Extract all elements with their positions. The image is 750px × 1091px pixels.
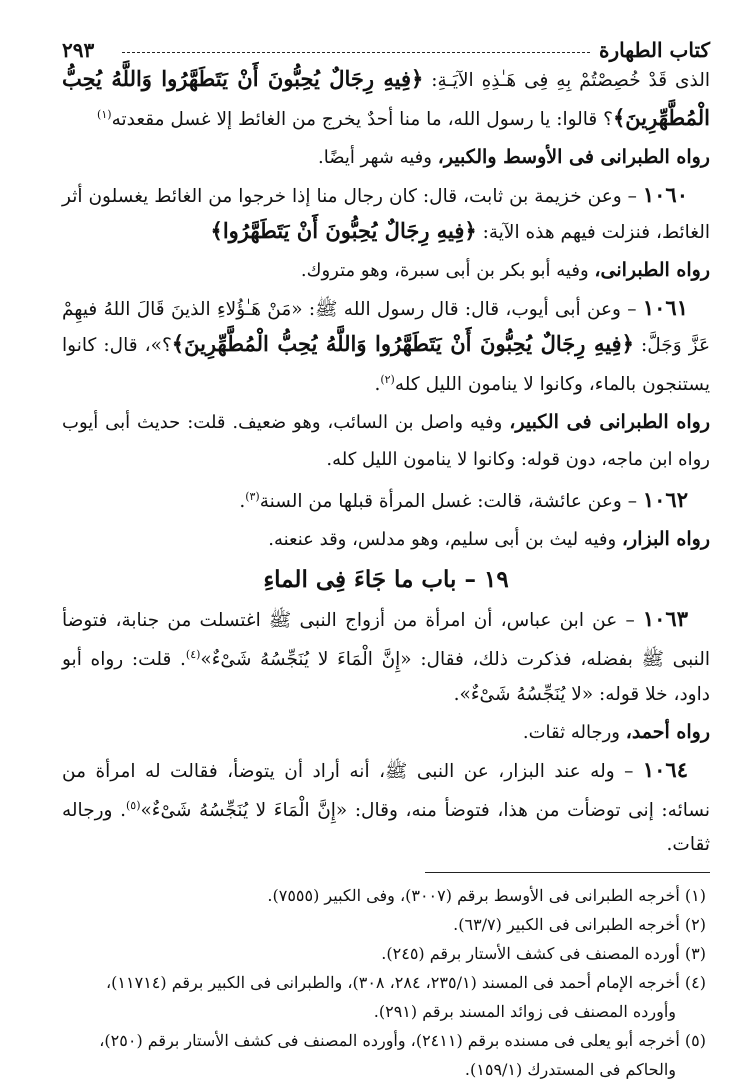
hadith-1061: ١٠٦١ – وعن أبى أيوب، قال: قال رسول الله ﷺ: «مَنْ هَـٰؤُلاءِ الذينَ قَالَ اللهُ فيهِمْ عَزَّ وَجَلَّ: ﴿فِيهِ رِجَالٌ يُحِبُّونَ أَنْ يَتَطَهَّرُوا وَاللَّهُ يُحِبُّ الْمُطَّهِّرِينَ﴾؟»، قال: كانوا يستنجون بالماء، وكانوا لا ينامون الليل كله$^{(٢)}$. — [62, 295, 710, 396]
text: – وعن أبى أيوب، قال: قال رسول الله ﷺ: «مَنْ هَـٰؤُلاءِ الذينَ قَالَ اللهُ فيهِمْ عَزَّ وَجَلَّ: — [62, 299, 710, 357]
footnote-divider — [425, 872, 710, 873]
page-number: ٢٩٣ — [62, 38, 95, 62]
paragraph-1 — [62, 62, 710, 137]
text: . قلت: رواه أبو داود، خلا قوله: «لا يُنَجِّسُهُ شَىْءٌ». — [62, 649, 710, 705]
footnote-ref: (٤) — [185, 648, 201, 662]
text: ؟»، قال: كانوا يستنجون بالماء، وكانوا لا ينامون الليل كله — [62, 335, 710, 396]
footnote-ref: (١) — [97, 108, 112, 121]
footnote-ref: (٢) — [380, 373, 395, 387]
hadith-number: ١٠٦٣ — [642, 606, 688, 632]
source-note — [62, 139, 710, 176]
quran-verse: ﴿فِيهِ رِجَالٌ يُحِبُّونَ أَنْ يَتَطَهَّرُوا﴾ — [210, 218, 477, 244]
source-bold: رواه البزار، — [621, 528, 710, 551]
text: – عن ابن عباس، أن امرأة من أزواج النبى ﷺ اغتسلت من جنابة، فتوضأ النبى ﷺ بفضله، فذكرت ذلك، فقال: «إِنَّ الْمَاءَ لا يُنَجِّسُهُ شَىْءٌ» — [62, 610, 711, 671]
hadith-1063 — [62, 602, 710, 711]
hadith-number: ١٠٦٢ — [642, 487, 688, 513]
chapter-title: ١٩ – باب ما جَاءَ فِى الماءِ — [263, 566, 509, 594]
footnote-1: (١) أخرجه الطبرانى فى الأوسط برقم (٣٠٠٧)، وفى الكبير (٧٥٥٥). — [267, 885, 706, 905]
hadith-number: ١٠٦١ — [642, 295, 688, 321]
source-rest: وفيه شهر أيضًا. — [318, 147, 438, 169]
text: الذى قَدْ خُصِصْتُمْ بِهِ فِى هَـٰذِهِ الآيَـةِ: — [423, 70, 710, 91]
text: – وعن خزيمة بن ثابت، قال: كان رجال منا إذا خرجوا من الغائط يغسلون أثر الغائط، فنزلت فيهم هذه الآية: — [62, 186, 710, 244]
text: ؟ قالوا: يا رسول الله، ما منا أحدٌ يخرج من الغائط إلا غسل مقعدته — [111, 109, 613, 131]
text: – وله عند البزار، عن النبى ﷺ، أنه أراد أن يتوضأ، فقالت له امرأة من نسائه: إنى توضأت من هذا، فتوضأ منه، وقال: «إِنَّ الْمَاءَ لا يُنَجِّسُهُ شَىْءٌ» — [62, 760, 711, 821]
source-bold: رواه أحمد، — [625, 720, 710, 743]
hadith-number: ١٠٦٤ — [642, 756, 688, 782]
hadith-1064 — [62, 753, 710, 862]
source-bold: رواه الطبرانى فى الكبير، — [509, 411, 710, 434]
page-header — [62, 30, 710, 62]
source-note — [62, 252, 710, 289]
quran-verse: ﴿فِيهِ رِجَالٌ يُحِبُّونَ أَنْ يَتَطَهَّرُوا وَاللَّهُ يُحِبُّ الْمُطَّهِّرِينَ﴾ — [171, 331, 634, 357]
source-rest: وفيه واصل بن السائب، وهو ضعيف. قلت: حديث أبى أيوب رواه ابن ماجه، دون قوله: وكانوا لا ينامون الليل كله. — [62, 412, 710, 471]
source-rest: وفيه أبو بكر بن أبى سبرة، وهو متروك. — [300, 260, 595, 282]
hadith-1062: ١٠٦٢ – وعن عائشة، قالت: غسل المرأة قبلها من السنة$^{(٣)}$. — [239, 487, 688, 513]
hadith-number: ١٠٦٠ — [642, 182, 688, 208]
source-note — [62, 714, 710, 751]
book-title: كتاب الطهارة — [599, 38, 710, 62]
footnote-5-cont: والحاكم فى المستدرك (١٥٩/١). — [464, 1059, 676, 1079]
footnote-4-cont: وأورده المصنف فى زوائد المسند برقم (٢٩١). — [373, 1001, 676, 1021]
footnote-5: (٥) أخرجه أبو يعلى فى مسنده برقم (٢٤١١)، وأورده المصنف فى كشف الأستار برقم (٢٥٠)، — [99, 1030, 706, 1050]
footnote-3: (٣) أورده المصنف فى كشف الأستار برقم (٢٤٥). — [381, 943, 706, 963]
source-note — [62, 521, 710, 558]
source-note — [62, 404, 710, 478]
document-page — [62, 30, 711, 1079]
footnote-ref: (٥) — [125, 798, 141, 812]
footnote-ref: (٣) — [245, 490, 260, 504]
footnote-2: (٢) أخرجه الطبرانى فى الكبير (٦٣/٧). — [453, 914, 706, 934]
text: . ورجاله ثقات. — [62, 799, 710, 855]
footnote-4: (٤) أخرجه الإمام أحمد فى المسند (٢٣٥/١، ٢٨٤، ٣٠٨)، والطبرانى فى الكبير برقم (١١٧١٤)، — [106, 972, 706, 992]
source-bold: رواه الطبرانى فى الأوسط والكبير، — [437, 146, 710, 169]
text: – وعن عائشة، قالت: غسل المرأة قبلها من السنة — [259, 491, 643, 513]
source-rest: ورجاله ثقات. — [522, 721, 626, 743]
header-rule — [122, 52, 590, 53]
source-bold: رواه الطبرانى، — [594, 259, 710, 282]
source-rest: وفيه ليث بن أبى سليم، وهو مدلس، وقد عنعنه. — [268, 529, 622, 551]
hadith-1060 — [62, 178, 710, 250]
quran-verse: ﴿فِيهِ رِجَالٌ يُحِبُّونَ أَنْ يَتَطَهَّرُوا وَاللَّهُ يُحِبُّ الْمُطَّهِّرِينَ﴾ — [62, 66, 710, 131]
